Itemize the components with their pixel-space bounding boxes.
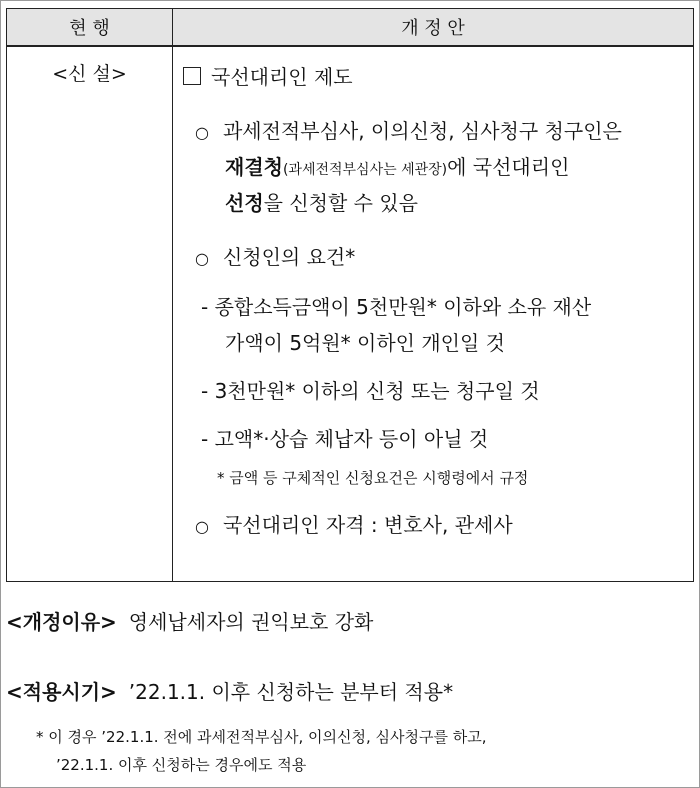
item1-line2: 재결청(과세전적부심사는 세관장)에 국선대리인 [225,155,570,179]
item2: ○ 신청인의 요건* [195,245,356,269]
revised-title-row [183,61,353,90]
item1-line1: ○ 과세전적부심사, 이의신청, 심사청구 청구인은 [195,119,622,143]
effective-row [6,676,453,705]
effective-text: ’22.1.1. 이후 신청하는 분부터 적용* [128,680,454,704]
item3: ○ 국선대리인 자격 : 변호사, 관세사 [195,513,513,537]
sub2: - 3천만원* 이하의 신청 또는 청구일 것 [201,379,540,403]
revised-cell [173,46,694,582]
note-line2: ’22.1.1. 이후 신청하는 경우에도 적용 [56,756,307,774]
effective-label: <적용시기> [6,680,117,704]
revised-title: 국선대리인 제도 [211,65,353,89]
circle-bullet-icon: ○ [195,249,209,268]
sub1-line2: 가액이 5억원* 이하인 개인일 것 [225,331,505,355]
reason-text: 영세납세자의 권익보호 강화 [128,610,374,634]
reason-label: <개정이유> [6,610,117,634]
footnote: * 금액 등 구체적인 신청요건은 시행령에서 규정 [217,469,529,487]
current-cell [7,46,173,582]
note-line1: * 이 경우 ’22.1.1. 전에 과세전적부심사, 이의신청, 심사청구를 하고, [36,728,487,746]
comparison-table [6,8,694,582]
sub1-line1: - 종합소득금액이 5천만원* 이하와 소유 재산 [201,295,592,319]
header-revised: 개 정 안 [173,9,694,47]
header-current: 현 행 [7,9,173,47]
item1-line3: 선정을 신청할 수 있음 [225,191,418,215]
checkbox-square-icon [183,67,201,85]
circle-bullet-icon: ○ [195,517,209,536]
reason-row [6,606,373,635]
sub3: - 고액*·상습 체납자 등이 아닐 것 [201,427,489,451]
circle-bullet-icon: ○ [195,123,209,142]
current-text: <신 설> [52,63,127,85]
